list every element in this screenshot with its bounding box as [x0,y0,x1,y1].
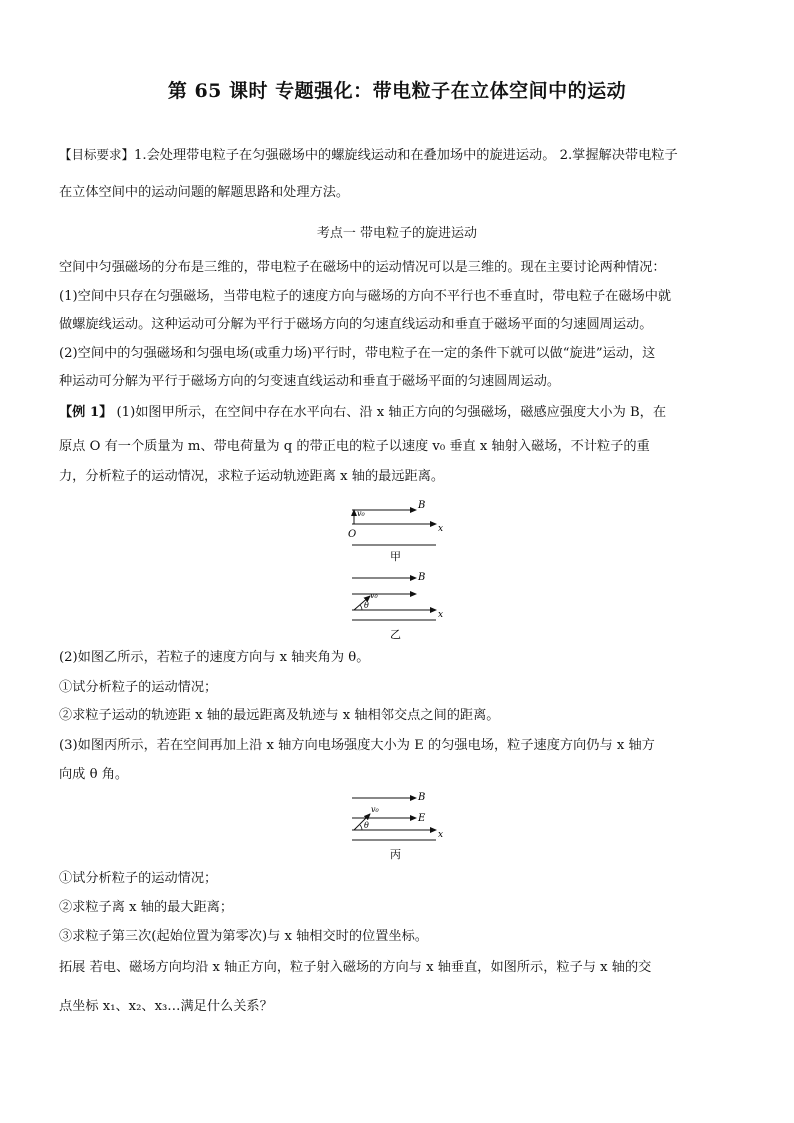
label-theta: θ [364,601,369,610]
goal-text-1: 1.会处理带电粒子在匀强磁场中的螺旋线运动和在叠加场中的旋进运动。 2.掌握解决带电粒子 [134,148,678,163]
part2-line-4: (3)如图丙所示，若在空间再加上沿 x 轴方向电场强度大小为 E 的匀强电场，粒子速度方向仍与 x 轴方 [59,738,655,753]
extension-line-1: 拓展 若电、磁场方向均沿 x 轴正方向，粒子射入磁场的方向与 x 轴垂直，如图所示，粒子与 x 轴的交 [59,960,652,975]
label-b: B [418,500,426,511]
part3-line-3: ③求粒子第三次(起始位置为第零次)与 x 轴相交时的位置坐标。 [59,929,428,944]
extension-line-2: 点坐标 x₁、x₂、x₃…满足什么关系？ [59,999,273,1014]
part2-line-2: ①试分析粒子的运动情况； [59,680,218,695]
example-line-3: 力，分析粒子的运动情况，求粒子运动轨迹距离 x 轴的最远距离。 [59,469,445,484]
figure-bing [340,788,460,862]
part2-line-5: 向成 θ 角。 [59,767,129,782]
goal-line-2: 在立体空间中的运动问题的解题思路和处理方法。 [59,185,350,200]
section-heading: 考点一 带电粒子的旋进运动 [316,226,478,241]
label-x: x [438,830,444,840]
caption-bing: 丙 [390,848,401,861]
example-tag: 【例 1】 [59,405,113,420]
intro-line-2: (1)空间中只存在匀强磁场，当带电粒子的速度方向与磁场的方向不平行也不垂直时，带电粒子在磁场中就 [59,289,672,304]
figure-jia [340,496,460,564]
part2-line-3: ②求粒子运动的轨迹距 x 轴的最远距离及轨迹与 x 轴相邻交点之间的距离。 [59,708,500,723]
goal-line-1 [59,145,749,166]
figure-yi [340,568,460,642]
angle-arc [360,825,362,830]
label-v0: v₀ [357,509,365,518]
intro-line-5: 种运动可分解为平行于磁场方向的匀变速直线运动和垂直于磁场平面的匀速圆周运动。 [59,374,561,389]
intro-line-4: (2)空间中的匀强磁场和匀强电场(或重力场)平行时，带电粒子在一定的条件下就可以做“旋进”运动，这 [59,346,656,361]
part3-line-1: ①试分析粒子的运动情况； [59,871,218,886]
part3-line-2: ②求粒子离 x 轴的最大距离； [59,900,234,915]
part2-line-1: (2)如图乙所示，若粒子的速度方向与 x 轴夹角为 θ。 [59,650,370,665]
angle-arc [360,605,362,610]
intro-line-3: 做螺旋线运动。这种运动可分解为平行于磁场方向的匀速直线运动和垂直于磁场平面的匀速圆周运动。 [59,317,653,332]
label-theta: θ [364,821,369,830]
label-x: x [438,524,444,534]
label-b: B [418,572,426,583]
label-x: x [438,610,444,620]
example-line-2: 原点 O 有一个质量为 m、带电荷量为 q 的带正电的粒子以速度 v₀ 垂直 x 轴射入磁场，不计粒子的重 [59,439,650,454]
example-line-1 [59,403,749,423]
label-origin: O [348,529,357,540]
intro-line-1: 空间中匀强磁场的分布是三维的，带电粒子在磁场中的运动情况可以是三维的。现在主要讨论两种情况： [59,260,666,275]
label-v0: v₀ [371,805,379,814]
caption-yi: 乙 [390,628,401,641]
label-v0: v₀ [370,591,378,600]
page-title: 第 65 课时 专题强化：带电粒子在立体空间中的运动 [167,80,627,102]
caption-jia: 甲 [390,550,401,563]
example-text-1: (1)如图甲所示，在空间中存在水平向右、沿 x 轴正方向的匀强磁场，磁感应强度大小为 B，在 [112,405,667,420]
label-b: B [418,792,426,803]
label-e: E [418,813,426,824]
goal-tag: 【目标要求】 [59,147,135,162]
